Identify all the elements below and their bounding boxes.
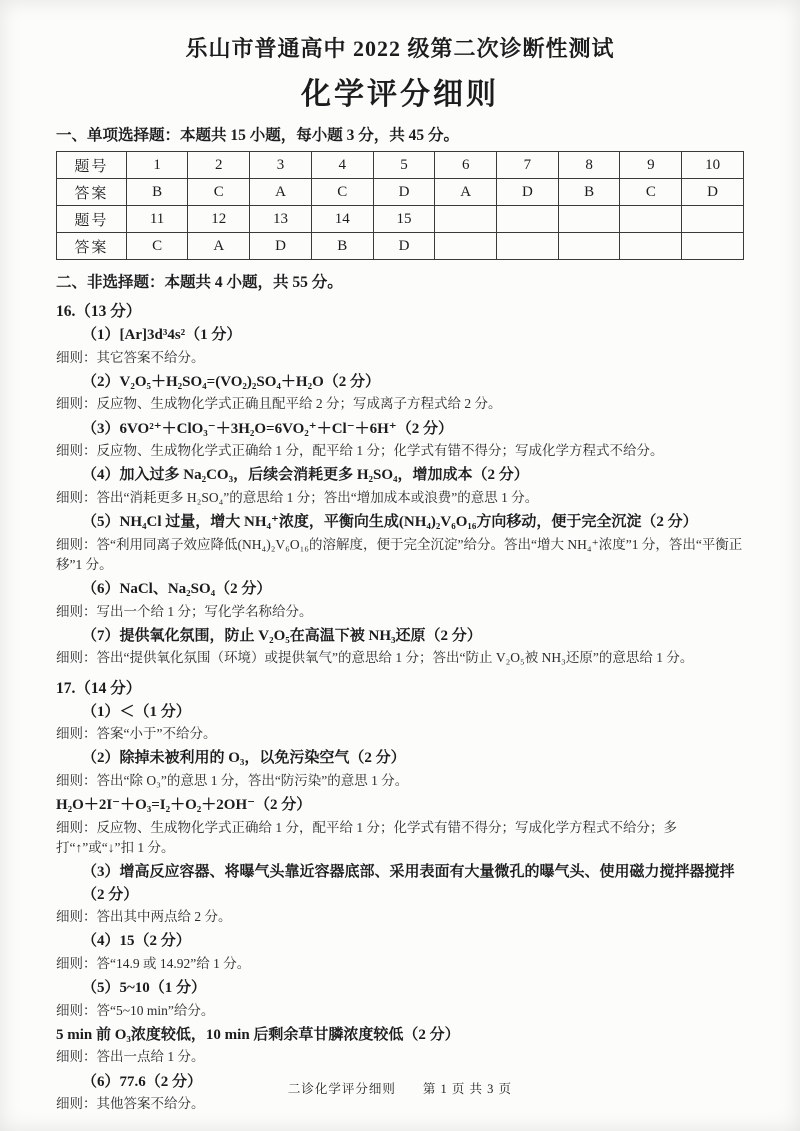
- question-16-heading: 16.（13 分）: [56, 303, 142, 320]
- answer-cell: A: [188, 233, 250, 260]
- question-16-block: [56, 299, 744, 669]
- answer-cell: [435, 206, 497, 233]
- answer-cell: 12: [188, 206, 250, 233]
- answer-cell: A: [250, 179, 312, 206]
- answer-cell: D: [373, 179, 435, 206]
- answer-cell: C: [188, 179, 250, 206]
- question-17-lines: [56, 701, 744, 1115]
- rubric-detail-line: 细则：反应物、生成物化学式正确给 1 分，配平给 1 分；化学式有错不得分；写成化学方程式不给分；多打“↑”或“↓”扣 1 分。: [56, 819, 677, 855]
- answer-cell: C: [620, 179, 682, 206]
- answer-cell: A: [435, 179, 497, 206]
- answer-cell: C: [311, 179, 373, 206]
- answer-cell: B: [311, 233, 373, 260]
- answer-cell: 11: [126, 206, 188, 233]
- answer-cell: 8: [558, 152, 620, 179]
- answer-cell: C: [126, 233, 188, 260]
- answer-line: （1）＜（1 分）: [82, 703, 191, 720]
- answer-cell: 14: [311, 206, 373, 233]
- document-subtitle: 化学评分细则: [301, 78, 499, 111]
- question-17-heading: 17.（14 分）: [56, 679, 142, 697]
- rubric-detail-line: 细则：其他答案不给分。: [56, 1096, 205, 1111]
- answer-cell: D: [682, 179, 744, 206]
- question-17-block: [56, 676, 744, 1115]
- answer-cell: [497, 233, 559, 260]
- table-row: [57, 152, 744, 179]
- table-row: [57, 233, 744, 260]
- answer-line: （7）提供氧化氛围，防止 V₂O₅在高温下被 NH₃还原（2 分）: [82, 627, 482, 644]
- rubric-detail-line: 细则：答出一点给 1 分。: [56, 1049, 205, 1065]
- section2-heading: 二、非选择题：本题共 4 小题，共 55 分。: [56, 274, 343, 291]
- row-label-cell: 题号: [57, 206, 127, 233]
- answer-cell: B: [558, 179, 620, 206]
- answer-cell: 4: [311, 152, 373, 179]
- rubric-detail-line: 细则：答出“除 O₃”的意思 1 分，答出“防污染”的意思 1 分。: [56, 772, 409, 788]
- answer-line: （6）NaCl、Na₂SO₄（2 分）: [82, 581, 272, 597]
- answer-line: （6）77.6（2 分）: [82, 1073, 203, 1090]
- answer-cell: [497, 206, 559, 233]
- rubric-detail-line: 细则：答出其中两点给 2 分。: [56, 909, 232, 924]
- answer-cell: 10: [682, 152, 744, 179]
- answer-cell: B: [126, 179, 188, 206]
- answer-cell: 15: [373, 206, 435, 233]
- answer-cell: 13: [250, 206, 312, 233]
- answer-line: （4）加入过多 Na₂CO₃，后续会消耗更多 H₂SO₄，增加成本（2 分）: [82, 467, 529, 484]
- answer-table: [56, 151, 744, 260]
- answer-cell: 6: [435, 152, 497, 179]
- table-row: [57, 206, 744, 233]
- rubric-detail-line: 细则：答案“小于”不给分。: [56, 726, 217, 741]
- answer-cell: 5: [373, 152, 435, 179]
- answer-table-body: [57, 152, 744, 260]
- rubric-detail-line: 细则：答“5~10 min”给分。: [56, 1002, 215, 1018]
- rubric-detail-line: 细则：反应物、生成物化学式正确给 1 分，配平给 1 分；化学式有错不得分；写成化学方程式不给分。: [56, 443, 664, 458]
- answer-line: （3）增高反应容器、将曝气头靠近容器底部、采用表面有大量微孔的曝气头、使用磁力搅拌器搅拌（2 分）: [82, 864, 735, 903]
- rubric-detail-line: 细则：答“利用同离子效应降低(NH₄)₂V₆O₁₆的溶解度，便于完全沉淀”给分。答出“增大 NH₄⁺浓度”1 分，答出“平衡正移”1 分。: [56, 536, 743, 572]
- answer-cell: D: [373, 233, 435, 260]
- answer-line: （4）15（2 分）: [82, 933, 191, 950]
- answer-line: （5）NH₄Cl 过量，增大 NH₄⁺浓度，平衡向生成(NH₄)₂V₆O₁₆方向移动，便于完全沉淀（2 分）: [82, 514, 698, 530]
- answer-line: H₂O＋2I⁻＋O₃=I₂＋O₂＋2OH⁻（2 分）: [56, 797, 312, 813]
- document-title: 乐山市普通高中 2022 级第二次诊断性测试: [185, 36, 615, 61]
- row-label-cell: 答案: [57, 233, 127, 260]
- rubric-detail-line: 细则：其它答案不给分。: [56, 349, 205, 365]
- section1-heading: 一、单项选择题：本题共 15 小题，每小题 3 分，共 45 分。: [56, 127, 460, 144]
- answer-cell: [558, 233, 620, 260]
- rubric-detail-line: 细则：写出一个给 1 分；写化学名称给分。: [56, 603, 313, 619]
- row-label-cell: 答案: [57, 179, 127, 206]
- rubric-detail-line: 细则：答“14.9 或 14.92”给 1 分。: [56, 955, 251, 971]
- answer-cell: 1: [126, 152, 188, 179]
- answer-cell: [435, 233, 497, 260]
- question-16-lines: [56, 324, 744, 669]
- answer-cell: [620, 233, 682, 260]
- answer-cell: D: [497, 179, 559, 206]
- rubric-detail-line: 细则：答出“提供氧化氛围（环境）或提供氧气”的意思给 1 分；答出“防止 V₂O₅被 NH₃还原”的意思给 1 分。: [56, 650, 694, 666]
- answer-line: 5 min 前 O₃浓度较低，10 min 后剩余草甘膦浓度较低（2 分）: [56, 1026, 460, 1043]
- row-label-cell: 题号: [57, 152, 127, 179]
- answer-cell: 9: [620, 152, 682, 179]
- page-footer: 二诊化学评分细则 第 1 页 共 3 页: [287, 1082, 513, 1096]
- answer-cell: 3: [250, 152, 312, 179]
- rubric-detail-line: 细则：反应物、生成物化学式正确且配平给 2 分；写成离子方程式给 2 分。: [56, 396, 502, 412]
- answer-line: （2）除掉未被利用的 O₃，以免污染空气（2 分）: [82, 750, 406, 767]
- answer-cell: 7: [497, 152, 559, 179]
- answer-line: （1）[Ar]3d³4s²（1 分）: [82, 327, 242, 343]
- answer-line: （5）5~10（1 分）: [82, 980, 207, 996]
- answer-cell: D: [250, 233, 312, 260]
- answer-line: （3）6VO²⁺＋ClO₃⁻＋3H₂O=6VO₂⁺＋Cl⁻＋6H⁺（2 分）: [82, 420, 453, 437]
- answer-cell: 2: [188, 152, 250, 179]
- table-row: [57, 179, 744, 206]
- answer-cell: [682, 233, 744, 260]
- answer-cell: [620, 206, 682, 233]
- answer-line: （2）V₂O₅＋H₂SO₄=(VO₂)₂SO₄＋H₂O（2 分）: [82, 373, 380, 390]
- answer-cell: [558, 206, 620, 233]
- answer-cell: [682, 206, 744, 233]
- rubric-detail-line: 细则：答出“消耗更多 H₂SO₄”的意思给 1 分；答出“增加成本或浪费”的意思 1 分。: [56, 489, 539, 505]
